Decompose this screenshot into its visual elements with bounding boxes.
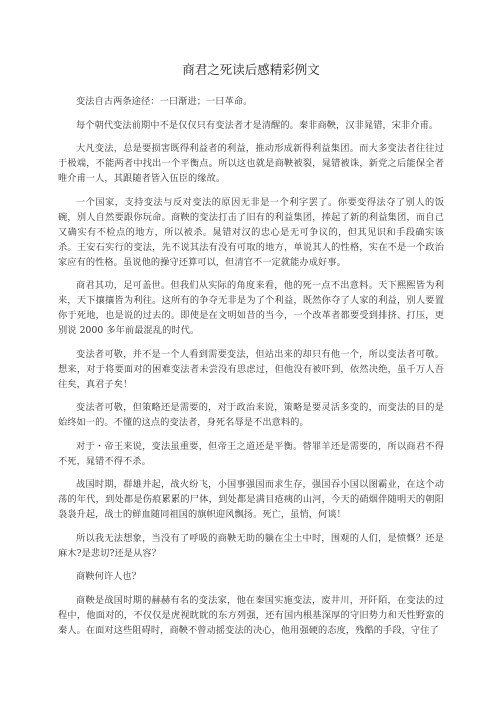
paragraph-12: 商鞅是战国时期的赫赫有名的变法家，他在秦国实施变法，废井川，开阡陌，在变法的过程中，他面对的，不仅仅是虎视眈眈的东方列强，还有国内根基深厚的守旧势力和天性野蛮的秦人。在面对这些阻碍时，商鞅不曾动摇变法的决心，他用强硬的态度，残酷的手段，守住了 bbox=[58, 594, 444, 636]
paragraph-2: 每个朝代变法前期中不是仅仅只有变法者才是清醒的。秦非商鞅，汉非晁错，宋非介甫。 bbox=[76, 119, 439, 131]
paragraph-6: 变法者可敬，并不是一个人看到需要变法，但站出来的却只有他一个，所以变法者可敬。想来，对于将要面对的困难变法者未尝没有思虑过，但他没有被吓到，依然决绝，虽千万人吾往矣，真君子矣！ bbox=[58, 348, 444, 390]
paragraph-9: 战国时期，群雄并起，战火纷飞，小国事强国而求生存，强国吞小国以图霸业，在这个动荡的年代，到处都是伤痕累累的尸体，到处都是满目疮痍的山河，今天的硝烟伴随明天的朝阳袅袅升起，战士的鲜血随同祖国的旗帜迎风飘扬。死亡，虽悄，何谈！ bbox=[58, 479, 444, 520]
paragraph-7: 变法者可敬，但策略还是需要的，对于政治来说，策略是要灵活多变的，而变法的目的是始终如一的。不懂的这点的变法者，身死名辱是不出意料的。 bbox=[58, 402, 444, 428]
paragraph-5: 商君其功，足可盖世。但我们从实际的角度来看，他的死一点不出意料。天下熙熙皆为利来，天下攘攘皆为利往。这所有的争夺无非是为了个利益，既然你夺了人家的利益，别人要置你于死地，也是说的过去的。即使是在文明如昔的当今，一个改革者都要受到排挤、打压，更别说 2000 多年前最混乱的时代。 bbox=[58, 280, 444, 336]
paragraph-4: 一个国家，支持变法与反对变法的原因无非是一个利字罢了。你要变得法夺了别人的饭碗，别人自然要跟你玩命。商鞅的变法打击了旧有的利益集团，捧起了新的利益集团，而自己又确实有不检点的地方，所以被杀。晁错对汉的忠心是无可争议的，但其见识和手段确实该杀。王安石实行的变法，先不说其法有没有可取的地方，单说其人的性格，实在不是一个政治家应有的性格。虽说他的操守还算可以，但清官不一定就能办成好事。 bbox=[58, 196, 444, 268]
paragraph-10: 所以我无法想象，当没有了呼吸的商鞅无助的躺在尘土中时，围观的人们，是愤慨？还是麻木?是悲切?还是从容？ bbox=[58, 532, 444, 559]
document-page bbox=[58, 62, 444, 646]
paragraph-3: 大凡变法，总是要损害既得利益者的利益，推动形成新得利益集团。而大多变法者往往过于极端，不能两者中找出一个平衡点。所以这也就是商鞅被裂，晁错被诛，新党之后能保全者唯介甫一人，其跟随者皆入伍臣的缘故。 bbox=[58, 143, 444, 184]
paragraph-11: 商鞅何许人也？ bbox=[76, 571, 142, 582]
document-title: 商君之死读后感精彩例文 bbox=[182, 62, 320, 77]
paragraph-8: 对于・帝王来说，变法虽重要，但帝王之道还是平衡。替罪羊还是需要的，所以商君不得不死，晁错不得不杀。 bbox=[58, 440, 444, 467]
paragraph-1: 变法自古两条途径：一曰渐进；一曰革命。 bbox=[76, 96, 253, 107]
